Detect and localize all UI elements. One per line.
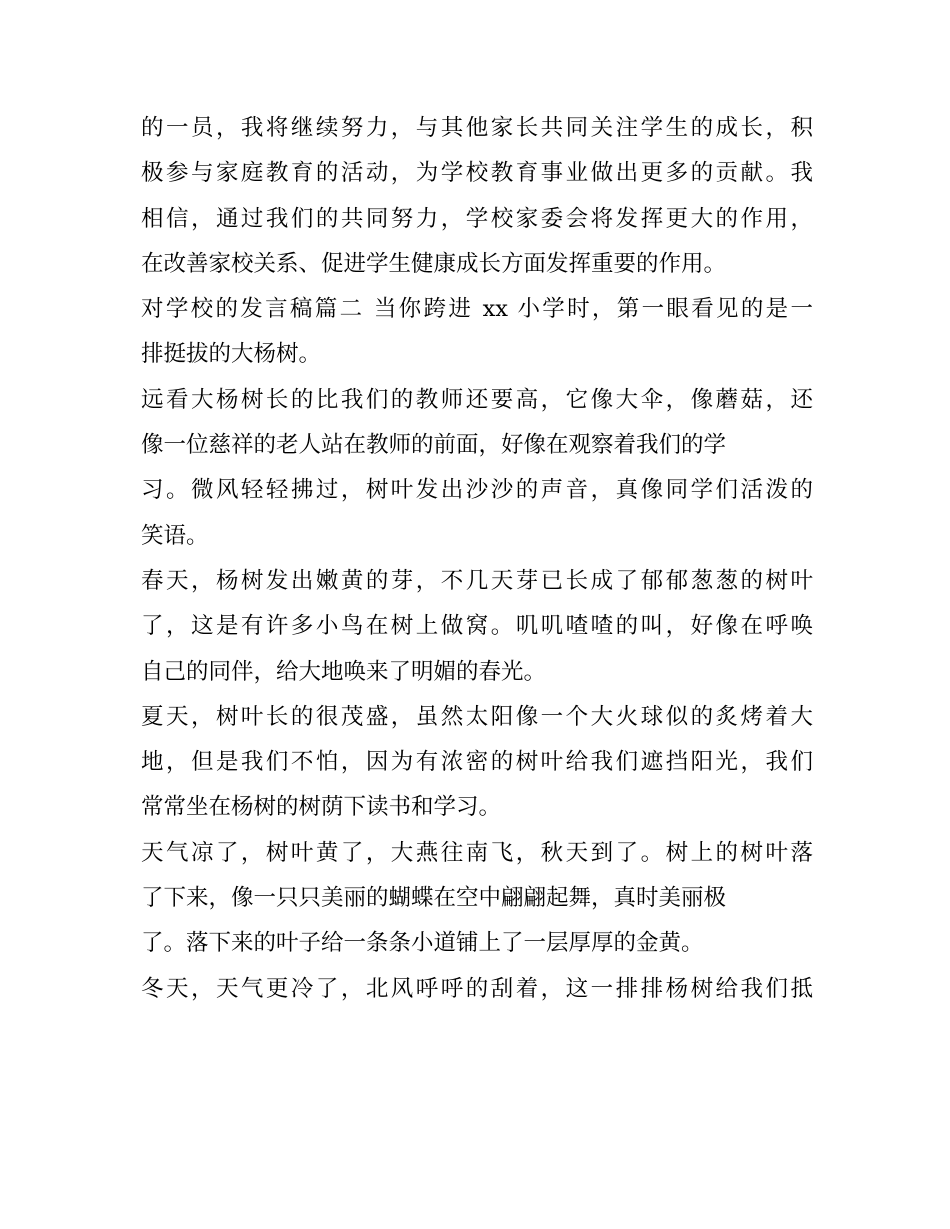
text-line: 在改善家校关系、促进学生健康成长方面发挥重要的作用。: [141, 250, 727, 277]
text-line: 对学校的发言稿篇二 当你跨进 xx 小学时，第一眼看见的是一: [141, 296, 813, 323]
text-line: 笑语。: [141, 522, 209, 549]
text-line: 地，但是我们不怕，因为有浓密的树叶给我们遮挡阳光，我们: [141, 749, 813, 776]
body-text: [141, 106, 813, 1012]
text-line: 了，这是有许多小鸟在树上做窝。叽叽喳喳的叫，好像在呼唤: [141, 613, 813, 640]
text-line: 排挺拔的大杨树。: [141, 341, 322, 368]
text-line: 远看大杨树长的比我们的教师还要高，它像大伞，像蘑菇，还: [141, 386, 813, 413]
text-line: 相信，通过我们的共同努力，学校家委会将发挥更大的作用，: [141, 205, 813, 232]
text-line: 常常坐在杨树的树荫下读书和学习。: [141, 794, 502, 821]
text-line: 了。落下来的叶子给一条条小道铺上了一层厚厚的金黄。: [141, 930, 704, 957]
text-line: 天气凉了，树叶黄了，大燕往南飞，秋天到了。树上的树叶落: [141, 839, 813, 866]
text-line: 习。微风轻轻拂过，树叶发出沙沙的声音，真像同学们活泼的: [141, 477, 813, 504]
text-line: 冬天，天气更冷了，北风呼呼的刮着，这一排排杨树给我们抵: [141, 975, 813, 1002]
text-line: 极参与家庭教育的活动，为学校教育事业做出更多的贡献。我: [141, 160, 813, 187]
text-line: 春天，杨树发出嫩黄的芽，不几天芽已长成了郁郁葱葱的树叶: [141, 567, 813, 594]
text-line: 了下来，像一只只美丽的蝴蝶在空中翩翩起舞，真时美丽极: [141, 885, 727, 912]
text-line: 自己的同伴，给大地唤来了明媚的春光。: [141, 658, 547, 685]
text-line: 夏天，树叶长的很茂盛，虽然太阳像一个大火球似的炙烤着大: [141, 703, 813, 730]
text-line: 的一员，我将继续努力，与其他家长共同关注学生的成长，积: [141, 115, 813, 141]
text-line: 像一位慈祥的老人站在教师的前面，好像在观察着我们的学: [141, 432, 727, 459]
